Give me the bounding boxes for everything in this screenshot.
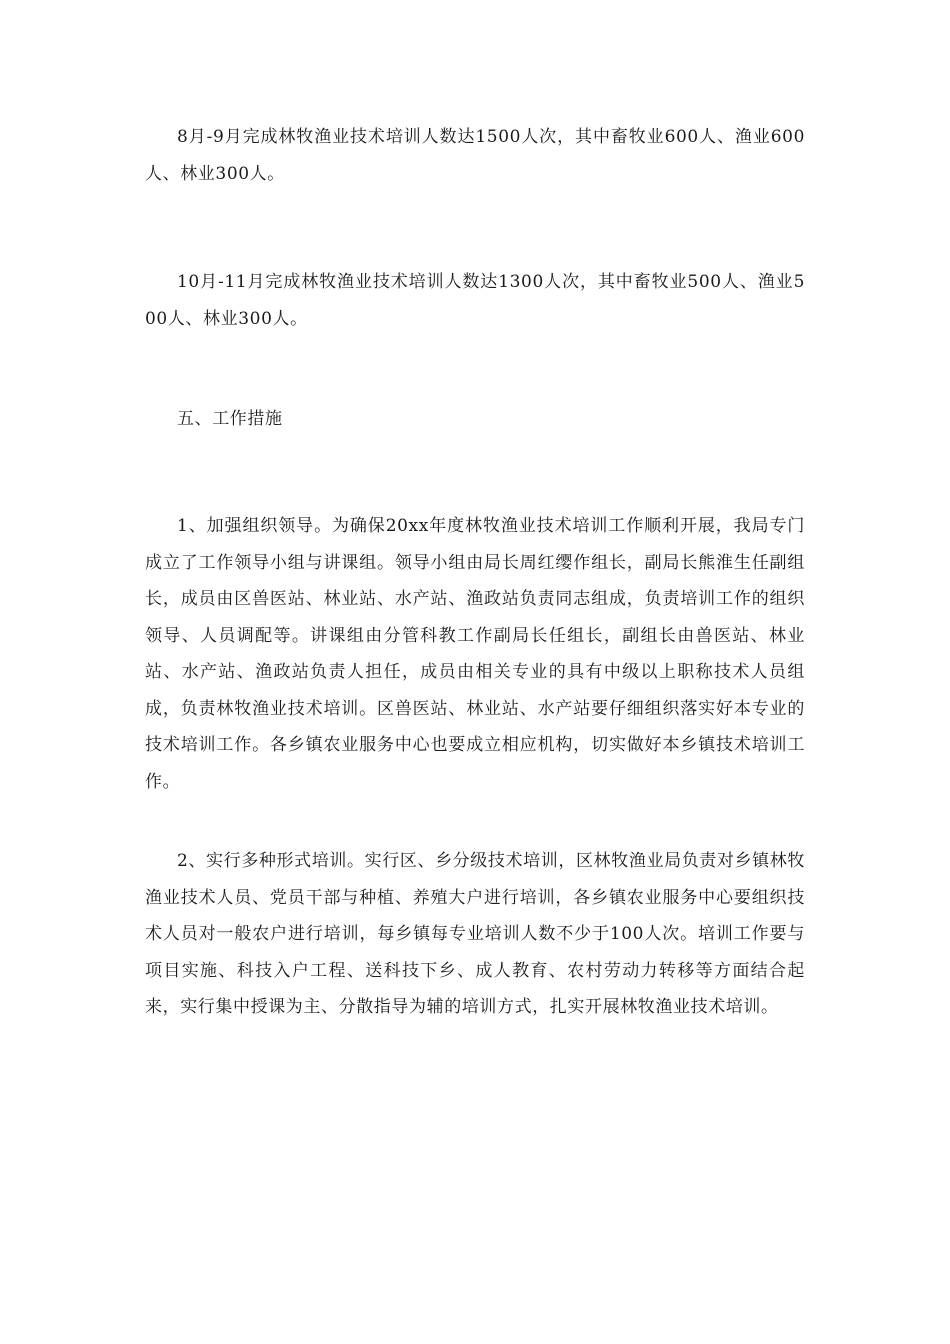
paragraph-measure-2-training-forms: 2、实行多种形式培训。实行区、乡分级技术培训，区林牧渔业局负责对乡镇林牧渔业技术人员、党员干部与种植、养殖大户进行培训，各乡镇农业服务中心要组织技术人员对一般农户进行培训，每乡镇每专业培训人数不少于100人次。培训工作要与项目实施、科技入户工程、送科技下乡、成人教育、农村劳动力转移等方面结合起来，实行集中授课为主、分散指导为辅的培训方式，扎实开展林牧渔业技术培训。: [145, 851, 805, 1017]
paragraph-training-oct-nov: 10月-11月完成林牧渔业技术培训人数达1300人次，其中畜牧业500人、渔业500人、林业300人。: [145, 272, 805, 329]
paragraph-training-aug-sep: 8月-9月完成林牧渔业技术培训人数达1500人次，其中畜牧业600人、渔业600人、林业300人。: [145, 127, 805, 184]
section-heading-work-measures: 五、工作措施: [177, 409, 283, 429]
paragraph-measure-1-organization: 1、加强组织领导。为确保20xx年度林牧渔业技术培训工作顺利开展，我局专门成立了工作领导小组与讲课组。领导小组由局长周红缨作组长，副局长熊淮生任副组长，成员由区兽医站、林业站、水产站、渔政站负责同志组成，负责培训工作的组织领导、人员调配等。讲课组由分管科教工作副局长任组长，副组长由兽医站、林业站、水产站、渔政站负责人担任，成员由相关专业的具有中级以上职称技术人员组成，负责林牧渔业技术培训。区兽医站、林业站、水产站要仔细组织落实好本专业的技术培训工作。各乡镇农业服务中心也要成立相应机构，切实做好本乡镇技术培训工作。: [145, 516, 805, 792]
